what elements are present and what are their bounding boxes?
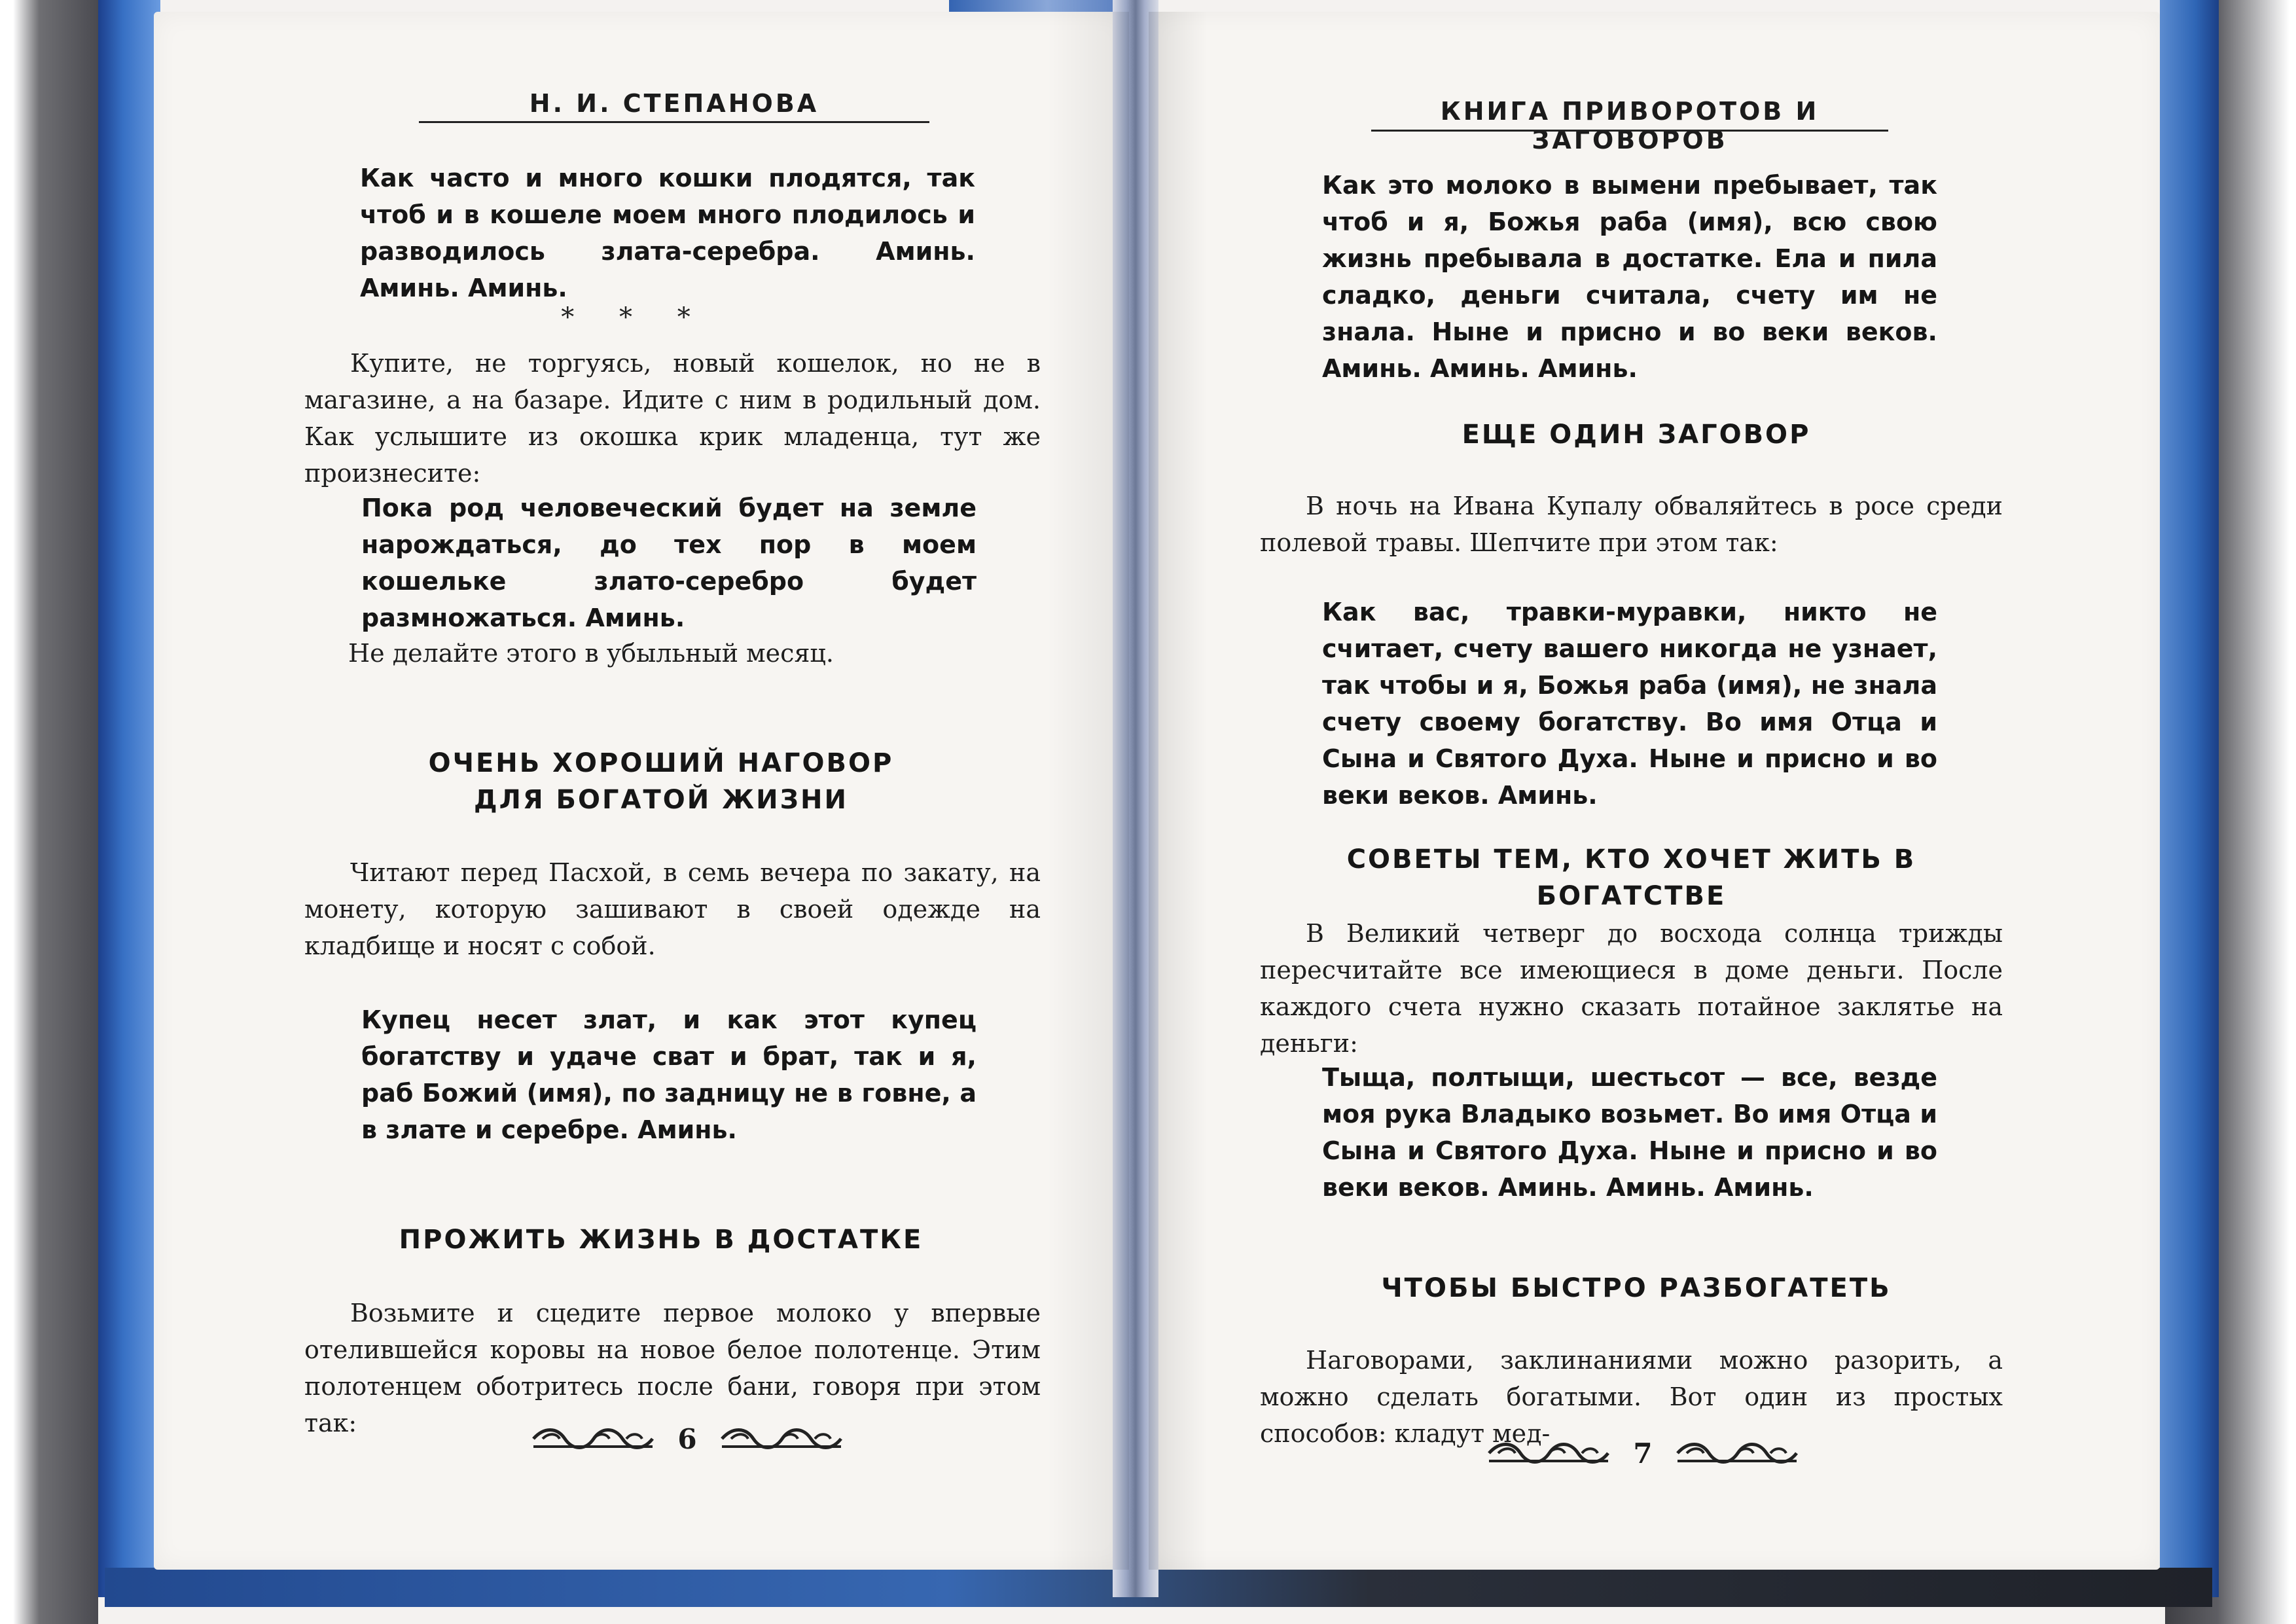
left-heading-2: ПРОЖИТЬ ЖИЗНЬ В ДОСТАТКЕ [399, 1225, 924, 1255]
left-spell-1: Как часто и много кошки плодятся, так чтоб и в кошеле моем много плодилось и разводилось злата-серебра. Аминь. Аминь. Аминь. [360, 164, 975, 302]
left-paragraph-3: Читают перед Пасхой, в семь вечера по закату, на монету, которую зашивают в своей одежде на кладбище и носят с собой. [304, 858, 1041, 960]
right-heading-1: ЕЩЕ ОДИН ЗАГОВОР [1462, 420, 1811, 450]
scroll-ornament-icon [719, 1424, 844, 1453]
right-spell-3: Тыща, полтыщи, шестьсот — все, везде моя рука Владыко возьмет. Во имя Отца и Сына и Святого Духа. Ныне и присно и во веки веков. Аминь. Аминь. Аминь. [1322, 1063, 1937, 1202]
gutter-shadow-left [1047, 12, 1129, 1570]
right-paragraph-3: Наговорами, заклинаниями можно разорить, а можно сделать богатыми. Вот один из простых способов: кладут мед- [1260, 1346, 2003, 1448]
folio-right [1430, 1434, 1856, 1473]
left-paragraph-1: Купите, не торгуясь, новый кошелок, но не в магазине, а на базаре. Идите с ним в родильный дом. Как услышите из окошка крик младенца, тут же произнесите: [304, 349, 1041, 488]
right-heading-3: ЧТОБЫ БЫСТРО РАЗБОГАТЕТЬ [1381, 1273, 1892, 1303]
right-spell-1: Как это молоко в вымени пребывает, так чтоб и я, Божья раба (имя), всю свою жизнь пребывала в достатке. Ела и пила сладко, деньги считала, счету им не знала. Ныне и присно и во веки веков. Аминь. Аминь. Аминь. [1322, 171, 1937, 383]
left-spell-2: Пока род человеческий будет на земле нарождаться, до тех пор в моем кошельке злато-серебро будет размножаться. Аминь. [361, 494, 977, 632]
book-cover-edge-right [2160, 0, 2219, 1597]
book-cover-edge-left [98, 0, 160, 1597]
right-heading-2: СОВЕТЫ ТЕМ, КТО ХОЧЕТ ЖИТЬ В БОГАТСТВЕ [1346, 844, 1916, 911]
running-head-rule-left [419, 121, 929, 123]
left-heading-1-line-1: ОЧЕНЬ ХОРОШИЙ НАГОВОР [428, 748, 894, 778]
page-number-right: 7 [1633, 1437, 1653, 1470]
left-paragraph-4: Возьмите и сцедите первое молоко у впервые отелившейся коровы на новое белое полотенце. Этим полотенцем оботритесь после бани, говоря при этом так: [304, 1299, 1041, 1437]
section-divider-asterisks: * * * [561, 302, 709, 333]
page-number-left: 6 [677, 1422, 697, 1455]
left-heading-1-line-2: ДЛЯ БОГАТОЙ ЖИЗНИ [473, 785, 848, 815]
gutter-shadow-right [1149, 12, 1208, 1570]
folio-left [458, 1419, 916, 1458]
running-head-right: КНИГА ПРИВОРОТОВ И ЗАГОВОРОВ [1440, 97, 1820, 154]
book-cover-edge-bottom [105, 1568, 2212, 1607]
scroll-ornament-icon [531, 1424, 655, 1453]
left-spell-3: Купец несет злат, и как этот купец богатству и удаче сват и брат, так и я, раб Божий (имя), по задницу не в говне, а в злате и серебре. Аминь. [361, 1005, 977, 1144]
scroll-ornament-icon [1675, 1439, 1799, 1468]
running-head-left: Н. И. СТЕПАНОВА [529, 89, 819, 118]
scroll-ornament-icon [1486, 1439, 1611, 1468]
running-head-rule-right [1371, 130, 1888, 132]
right-spell-2: Как вас, травки-муравки, никто не считает, счету вашего никогда не узнает, так чтобы и я, Божья раба (имя), не знала счету своему богатству. Во имя Отца и Сына и Святого Духа. Ныне и присно и во веки веков. Аминь. [1322, 598, 1937, 810]
right-paragraph-1: В ночь на Ивана Купалу обваляйтесь в росе среди полевой травы. Шепчите при этом так: [1260, 492, 2003, 557]
scan-edge-left [0, 0, 98, 1624]
left-paragraph-2: Не делайте этого в убыльный месяц. [348, 639, 834, 668]
right-paragraph-2: В Великий четверг до восхода солнца трижды пересчитайте все имеющиеся в доме деньги. После каждого счета нужно сказать потайное заклятье на деньги: [1260, 919, 2003, 1058]
